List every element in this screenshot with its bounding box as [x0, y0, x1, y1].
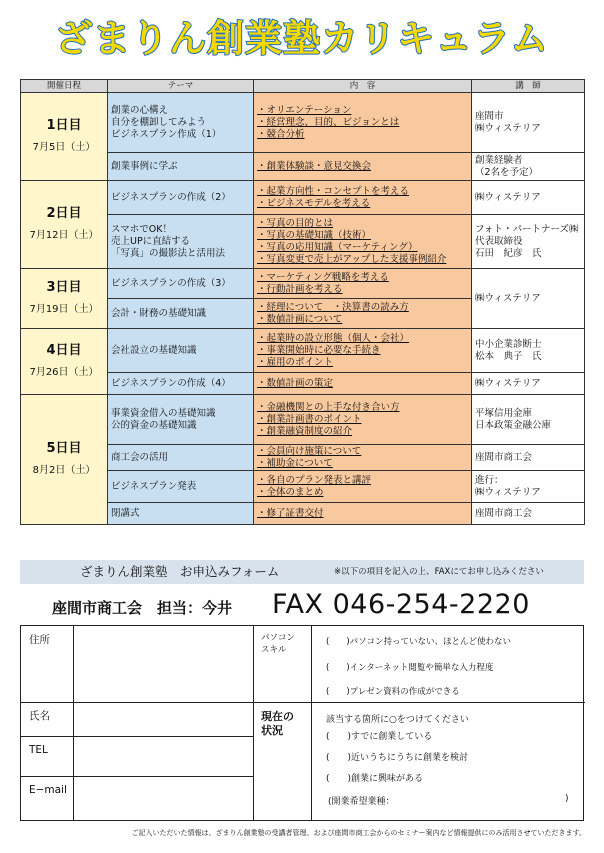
cell-line: 閉講式: [111, 507, 140, 519]
theme-cell: [108, 93, 254, 153]
theme-cell: [108, 395, 254, 445]
cell-line: ビジネスプラン作成（1）: [111, 128, 222, 140]
content-cell: [254, 503, 472, 525]
status-option[interactable]: ( )創業に興味がある: [326, 774, 424, 784]
curriculum-table: [20, 79, 585, 525]
table-row: [21, 329, 585, 373]
lecturer-cell: [472, 181, 585, 215]
cell-line: ・事業開始時に必要な手続き: [257, 344, 381, 356]
status-option[interactable]: ( )近いうちにうちに創業を検討: [326, 753, 469, 763]
pc-skill-label-1: パソコン: [261, 633, 295, 643]
cell-line: （2名を予定）: [475, 166, 539, 178]
page-title: ざまりん創業塾カリキュラム: [55, 17, 549, 60]
cell-line: 売上UPに直結する: [111, 235, 191, 247]
cell-line: 公的資金の基礎知識: [111, 419, 197, 431]
theme-cell: [108, 269, 254, 299]
lecturer-cell: [472, 269, 585, 329]
cell-line: 座間市商工会: [475, 451, 533, 463]
theme-cell: [108, 153, 254, 181]
cell-line: ・創業融資制度の紹介: [257, 425, 353, 437]
table-row: [21, 93, 585, 153]
content-cell: [254, 329, 472, 373]
cell-line: ・写真の目的とは: [257, 217, 334, 229]
cell-line: 自分を棚卸してみよう: [111, 116, 207, 128]
cell-line: 会社設立の基礎知識: [111, 344, 197, 356]
content-cell: [254, 471, 472, 503]
header-theme: テーマ: [108, 80, 254, 93]
business-type-field[interactable]: (開業希望業種：: [328, 797, 395, 807]
status-label-2: 状況: [261, 724, 283, 737]
cell-line: ・起業方向性・コンセプトを考える: [257, 185, 410, 197]
cell-line: 創業事例に学ぶ: [111, 160, 178, 172]
cell-line: 代表取締役: [475, 235, 523, 247]
day-date: 7月5日（土）: [32, 141, 96, 153]
cell-line: 平塚信用金庫: [475, 407, 533, 419]
theme-cell: [108, 299, 254, 329]
lecturer-cell: [472, 395, 585, 445]
cell-line: 中小企業診断士: [475, 338, 542, 350]
cell-line: ・経理について ・決算書の読み方: [257, 301, 409, 313]
day-number: 3日目: [46, 279, 82, 295]
name-input[interactable]: [74, 703, 252, 735]
divider: [253, 626, 254, 820]
email-label: E−mail: [29, 784, 67, 796]
pc-option[interactable]: ( )インターネット閲覧や簡単な入力程度: [326, 663, 494, 673]
email-input[interactable]: [74, 777, 252, 821]
cell-line: ・行動計画を考える: [257, 283, 343, 295]
tel-input[interactable]: [74, 737, 252, 775]
cell-line: スマホでOK！: [111, 223, 173, 235]
pc-skill-label-2: スキル: [261, 645, 287, 655]
cell-line: ・数値計画について: [257, 313, 343, 325]
cell-line: 商工会の活用: [111, 451, 169, 463]
lecturer-cell: [472, 93, 585, 153]
status-option[interactable]: ( )すでに創業している: [326, 732, 433, 742]
day-cell: [21, 269, 108, 329]
cell-line: 創業の心構え: [111, 104, 169, 116]
day-date: 7月12日（土）: [29, 229, 99, 241]
lecturer-cell: [472, 445, 585, 471]
lecturer-cell: [472, 503, 585, 525]
cell-line: ・会員向け施策について: [257, 445, 362, 457]
organizer: 座間市商工会 担当：今井: [52, 599, 233, 617]
day-cell: [21, 181, 108, 269]
cell-line: 「写真」の撮影法と活用法: [111, 247, 226, 259]
day-cell: [21, 395, 108, 525]
address-input[interactable]: [74, 627, 252, 701]
day-number: 2日目: [46, 205, 82, 221]
cell-line: ・経営理念、目的、ビジョンとは: [257, 116, 400, 128]
cell-line: 座間市商工会: [475, 507, 533, 519]
cell-line: ㈱ウィステリア: [475, 191, 541, 203]
form-note: ※以下の項目を記入の上、FAXにてお申し込みください: [334, 567, 544, 577]
cell-line: ㈱ウィステリア: [475, 377, 541, 389]
cell-line: ビジネスプランの作成（3）: [111, 277, 231, 289]
cell-line: ・競合分析: [257, 128, 305, 140]
day-number: 4日目: [46, 342, 82, 358]
status-instruction: 該当する箇所に○をつけてください: [326, 715, 469, 725]
fax-number: FAX 046-254-2220: [272, 589, 530, 620]
theme-cell: [108, 329, 254, 373]
day-number: 5日目: [46, 440, 82, 456]
footer-note: ご記入いただいた情報は、ざまりん創業塾の受講者管理、および座間市商工会からのセミナー案内など情報提供にのみ活用させていただきます。: [131, 829, 586, 837]
cell-line: ・ビジネスモデルを考える: [257, 197, 371, 209]
cell-line: ・各自のプラン発表と講評: [257, 474, 372, 486]
cell-line: 事業資金借入の基礎知識: [111, 407, 216, 419]
content-cell: [254, 215, 472, 269]
divider: [311, 626, 312, 820]
content-cell: [254, 93, 472, 153]
day-cell: [21, 329, 108, 395]
cell-line: ・全体のまとめ: [257, 486, 324, 498]
day-number: 1日目: [46, 117, 82, 133]
lecturer-cell: [472, 471, 585, 503]
cell-line: ・金融機関との上手な付き合い方: [257, 401, 400, 413]
day-date: 7月19日（土）: [29, 303, 99, 315]
content-cell: [254, 181, 472, 215]
application-form: [20, 625, 584, 821]
cell-line: ビジネスプランの作成（2）: [111, 191, 231, 203]
header-schedule: 開催日程: [21, 80, 108, 93]
cell-line: ・雇用のポイント: [257, 356, 334, 368]
cell-line: ・写真の応用知識（マーケティング）: [257, 241, 418, 253]
theme-cell: [108, 471, 254, 503]
cell-line: フォト・パートナーズ㈱: [475, 223, 579, 235]
theme-cell: [108, 215, 254, 269]
header-lecturer: 講 師: [472, 80, 585, 93]
tel-label: TEL: [29, 744, 48, 756]
cell-line: ・オリエンテーション: [257, 104, 352, 116]
table-row: [21, 395, 585, 445]
cell-line: 会計・財務の基礎知識: [111, 307, 207, 319]
status-label-1: 現在の: [261, 710, 294, 723]
cell-line: ・数値計画の策定: [257, 377, 334, 389]
table-header: [21, 80, 585, 93]
cell-line: ・写真変更で売上がアップした支援事例紹介: [257, 253, 447, 265]
lecturer-cell: [472, 373, 585, 395]
cell-line: ビジネスプラン発表: [111, 480, 197, 492]
cell-line: ・写真の基礎知識（技術）: [257, 229, 372, 241]
cell-line: ・修了証書交付: [257, 507, 324, 519]
cell-line: 進行：: [475, 474, 504, 486]
table-row: [21, 181, 585, 215]
lecturer-cell: [472, 329, 585, 373]
cell-line: ・創業体験談・意見交換会: [257, 160, 372, 172]
pc-option[interactable]: ( )プレゼン資料の作成ができる: [326, 687, 460, 697]
cell-line: ・補助金について: [257, 457, 333, 469]
cell-line: 石田 紀彦 氏: [475, 247, 542, 259]
content-cell: [254, 445, 472, 471]
table-row: [21, 269, 585, 299]
form-title: ざまりん創業塾 お申込みフォーム: [80, 564, 280, 579]
cell-line: ㈱ウィステリア: [475, 122, 541, 134]
header-content: 内 容: [254, 80, 472, 93]
business-type-close: ): [565, 794, 569, 804]
form-header: [20, 560, 584, 584]
cell-line: ビジネスプランの作成（4）: [111, 377, 231, 389]
cell-line: 創業経験者: [475, 154, 523, 166]
content-cell: [254, 373, 472, 395]
cell-line: ・創業計画書のポイント: [257, 413, 362, 425]
content-cell: [254, 395, 472, 445]
pc-option[interactable]: ( )パソコン持っていない、ほとんど使わない: [326, 637, 511, 647]
day-date: 7月26日（土）: [29, 366, 99, 378]
theme-cell: [108, 181, 254, 215]
theme-cell: [108, 503, 254, 525]
lecturer-cell: [472, 153, 585, 181]
cell-line: ・マーケティング戦略を考える: [257, 271, 389, 283]
cell-line: ・起業時の設立形態（個人・会社）: [257, 332, 410, 344]
theme-cell: [108, 445, 254, 471]
name-label: 氏名: [29, 710, 50, 722]
day-date: 8月2日（土）: [32, 464, 96, 476]
address-label: 住所: [29, 634, 50, 646]
cell-line: 松本 典子 氏: [475, 350, 542, 362]
theme-cell: [108, 373, 254, 395]
cell-line: 座間市: [475, 110, 504, 122]
lecturer-cell: [472, 215, 585, 269]
content-cell: [254, 299, 472, 329]
cell-line: ㈱ウィステリア: [475, 292, 541, 304]
cell-line: 日本政策金融公庫: [475, 419, 552, 431]
content-cell: [254, 153, 472, 181]
day-cell: [21, 93, 108, 181]
content-cell: [254, 269, 472, 299]
cell-line: ㈱ウィステリア: [475, 486, 541, 498]
